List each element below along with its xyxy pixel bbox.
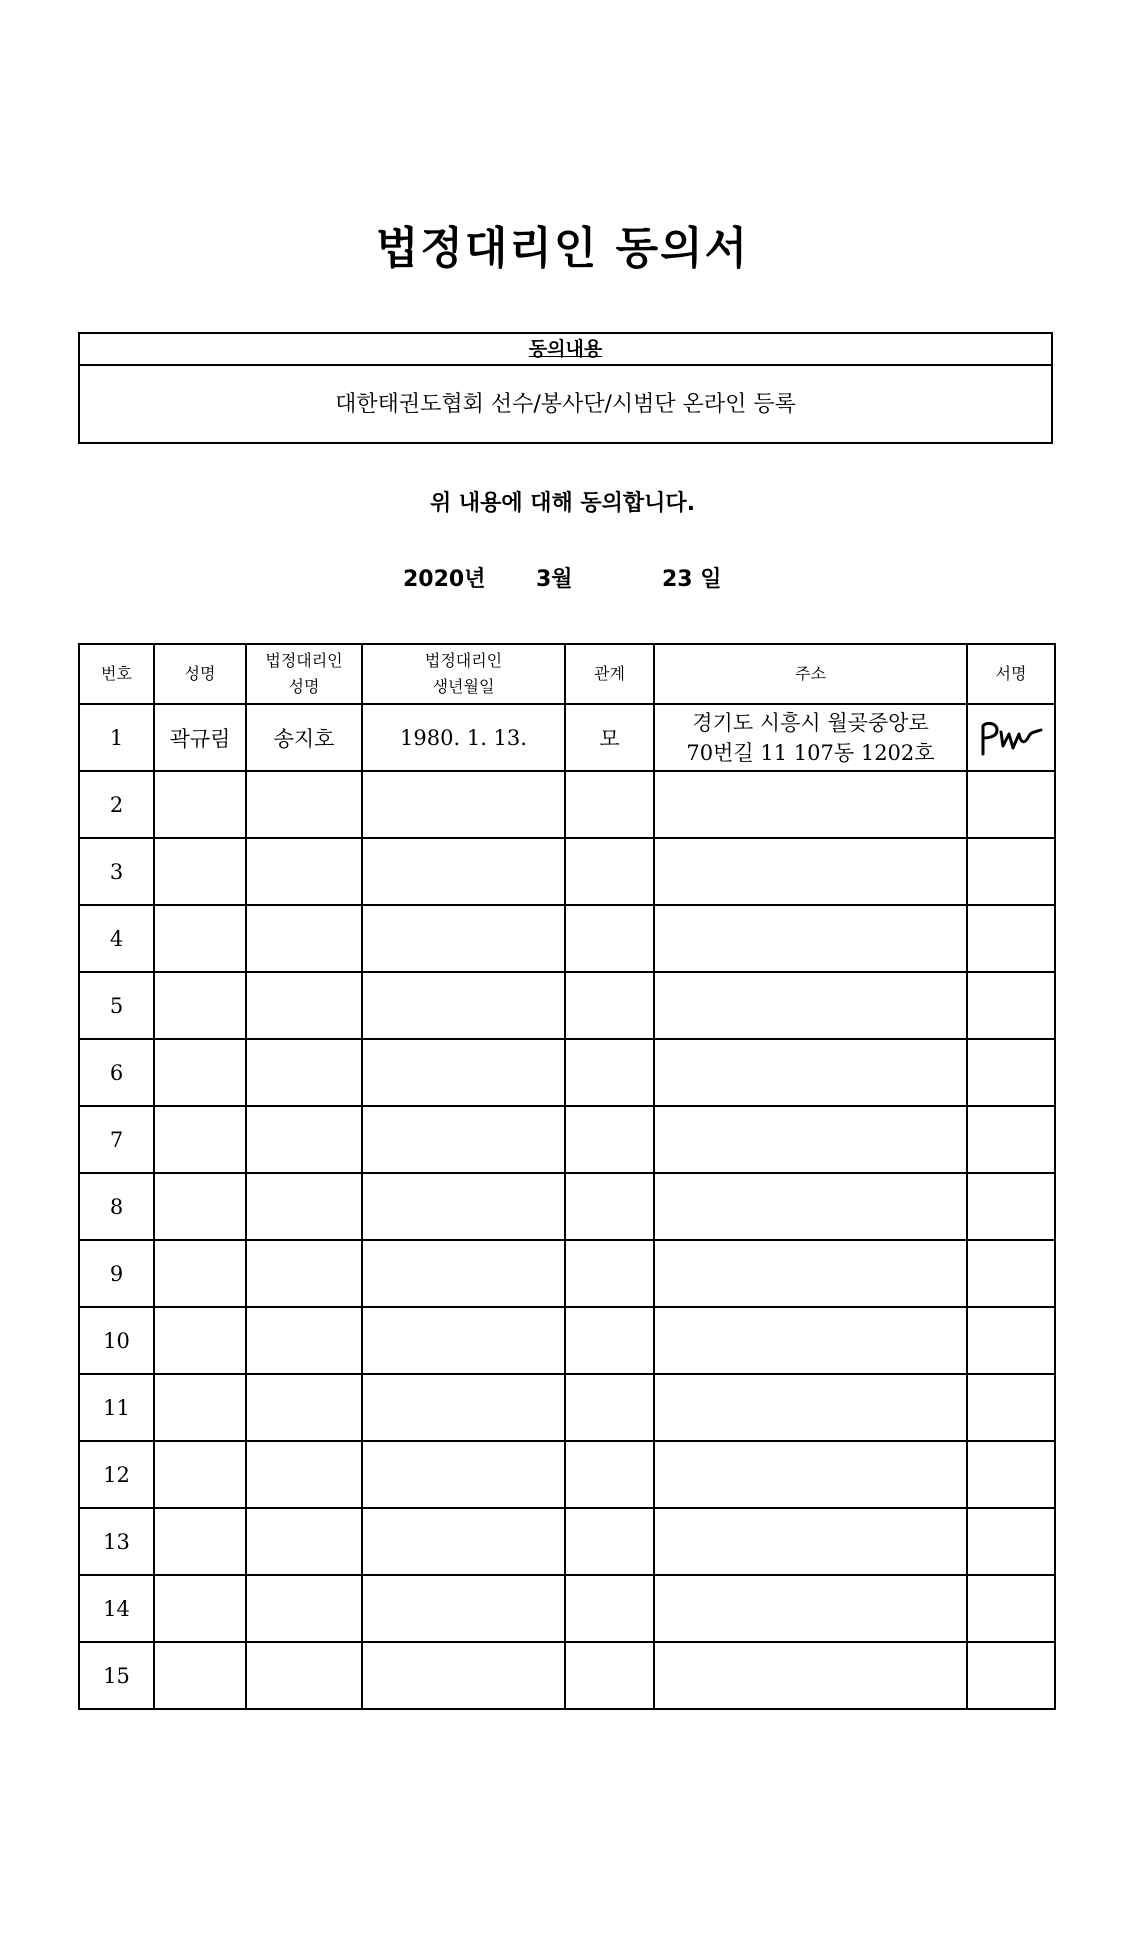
document-title: 법정대리인 동의서: [375, 223, 750, 274]
table-row: [79, 1441, 1055, 1508]
consent-box: [78, 332, 1053, 444]
date-year: 2020년: [403, 567, 486, 592]
cell-address: [654, 704, 967, 771]
cell-signature: [967, 704, 1055, 771]
header-name: 성명: [154, 644, 246, 704]
agreement-statement: 위 내용에 대해 동의합니다.: [429, 491, 696, 516]
header-guardian-birth: [362, 644, 565, 704]
cell-no: 5: [79, 972, 154, 1039]
cell-no: 9: [79, 1240, 154, 1307]
cell-no: 6: [79, 1039, 154, 1106]
address-line-1: 경기도 시흥시 월곶중앙로: [692, 710, 929, 735]
cell-no: 2: [79, 771, 154, 838]
cell-no: 15: [79, 1642, 154, 1709]
consent-header: [80, 334, 1051, 366]
cell-no: 4: [79, 905, 154, 972]
date-month: 3월: [536, 567, 573, 592]
cell-no: 3: [79, 838, 154, 905]
table-row: [79, 1307, 1055, 1374]
table-header-row: [79, 644, 1055, 704]
header-relation: 관계: [565, 644, 654, 704]
table-row: [79, 1240, 1055, 1307]
table-row: [79, 1173, 1055, 1240]
table-row: [79, 1575, 1055, 1642]
cell-no: 7: [79, 1106, 154, 1173]
table-row: [79, 704, 1055, 771]
cell-guardian-name: 송지호: [246, 704, 362, 771]
table-row: [79, 1642, 1055, 1709]
date-day: 23 일: [662, 567, 722, 592]
cell-no: 10: [79, 1307, 154, 1374]
table-row: [79, 905, 1055, 972]
cell-no: 14: [79, 1575, 154, 1642]
header-guardian-name: [246, 644, 362, 704]
table-row: [79, 1374, 1055, 1441]
header-guardian-name-line2: 성명: [288, 677, 320, 696]
table-row: [79, 1508, 1055, 1575]
table-row: [79, 972, 1055, 1039]
header-guardian-name-line1: 법정대리인: [265, 651, 343, 670]
cell-no: 8: [79, 1173, 154, 1240]
header-no: 번호: [79, 644, 154, 704]
cell-no: 11: [79, 1374, 154, 1441]
consent-content: 대한태권도협회 선수/봉사단/시범단 온라인 등록: [335, 392, 796, 417]
table-row: [79, 1039, 1055, 1106]
header-guardian-birth-line1: 법정대리인: [424, 651, 503, 670]
cell-name: 곽규림: [154, 704, 246, 771]
address-line-2: 70번길 11 107동 1202호: [686, 740, 935, 765]
cell-no: 12: [79, 1441, 154, 1508]
header-guardian-birth-line2: 생년월일: [432, 677, 495, 696]
cell-no: 13: [79, 1508, 154, 1575]
table-row: [79, 838, 1055, 905]
table-row: [79, 1106, 1055, 1173]
header-signature: 서명: [967, 644, 1055, 704]
table-row: [79, 771, 1055, 838]
handwritten-signature-icon: [975, 716, 1047, 760]
cell-relation: 모: [565, 704, 654, 771]
guardian-table: [78, 643, 1056, 1710]
consent-header-label: 동의내용: [528, 338, 603, 360]
header-address: 주소: [654, 644, 967, 704]
cell-no: 1: [79, 704, 154, 771]
cell-guardian-birth: 1980. 1. 13.: [362, 704, 565, 771]
